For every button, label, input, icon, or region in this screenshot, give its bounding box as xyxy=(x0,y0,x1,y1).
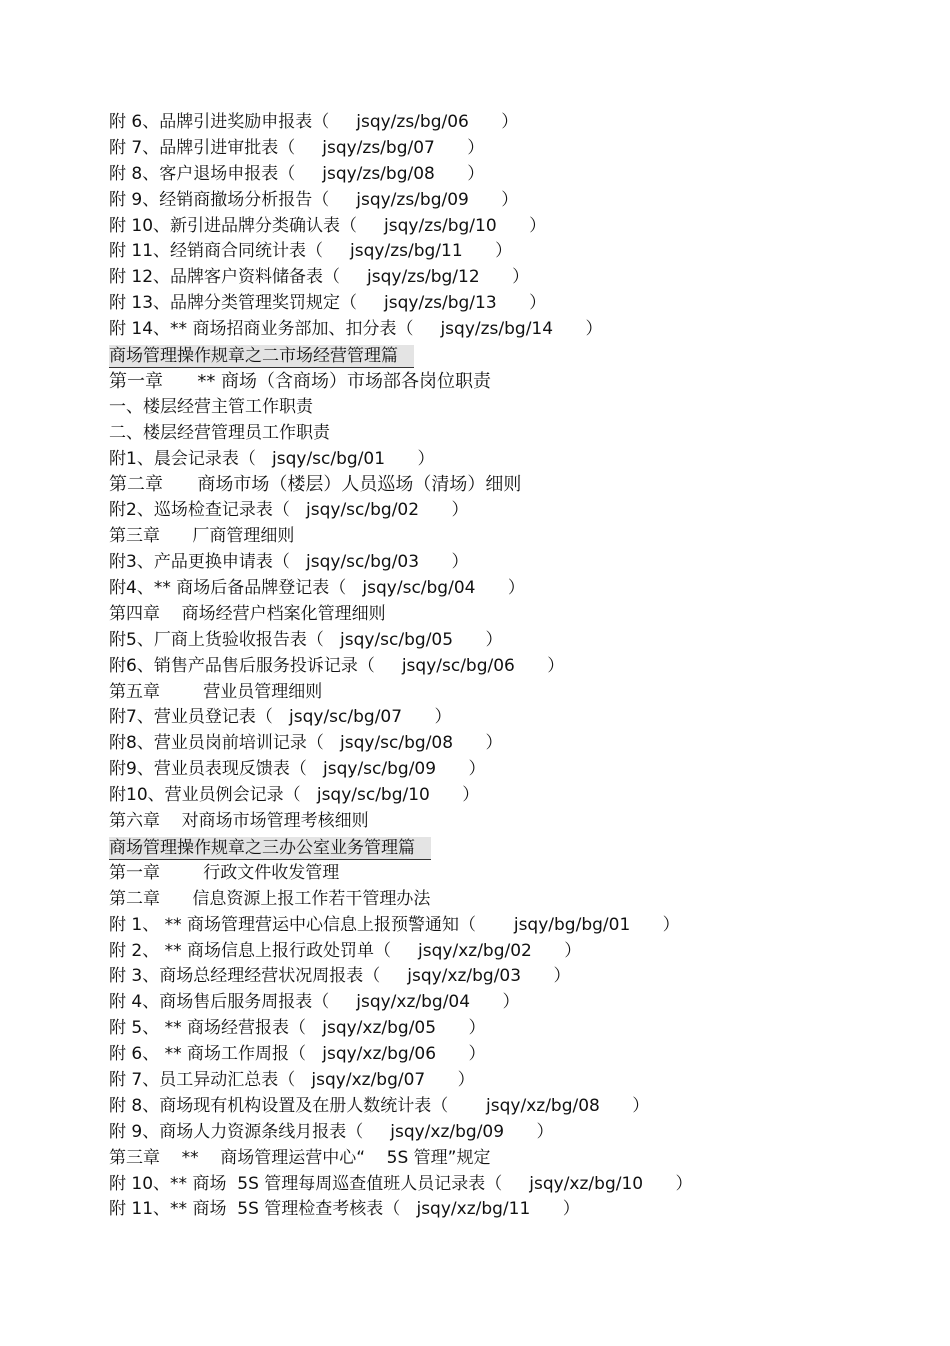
text-line: 附 12、品牌客户资料储备表（ jsqy/zs/bg/12 ） xyxy=(109,267,530,288)
section-heading: 商场管理操作规章之三办公室业务管理篇 xyxy=(109,837,431,860)
text-line: 附 2、 ** 商场信息上报行政处罚单（ jsqy/xz/bg/02 ） xyxy=(109,940,582,961)
text-line: 附 7、员工异动汇总表（ jsqy/xz/bg/07 ） xyxy=(109,1069,475,1090)
text-line: 附5、厂商上货验收报告表（ jsqy/sc/bg/05 ） xyxy=(109,629,503,650)
text-line: 附8、营业员岗前培训记录（ jsqy/sc/bg/08 ） xyxy=(109,733,503,754)
text-line: 附 11、经销商合同统计表（ jsqy/zs/bg/11 ） xyxy=(109,241,513,262)
chapter-heading: 第二章 商场市场（楼层）人员巡场（清场）细则 xyxy=(109,474,522,496)
text-line: 附 3、商场总经理经营状况周报表（ jsqy/xz/bg/03 ） xyxy=(109,966,571,987)
chapter-heading: 第一章 ** 商场（含商场）市场部各岗位职责 xyxy=(109,370,492,392)
text-line: 附 6、 ** 商场工作周报（ jsqy/xz/bg/06 ） xyxy=(109,1044,486,1065)
text-line: 第六章 对商场市场管理考核细则 xyxy=(109,811,369,832)
text-line: 一、楼层经营主管工作职责 xyxy=(109,396,313,417)
section-heading-row xyxy=(109,343,909,369)
text-line: 附10、营业员例会记录（ jsqy/sc/bg/10 ） xyxy=(109,785,480,806)
text-line: 附 10、** 商场 5S 管理每周巡查值班人员记录表（ jsqy/xz/bg/10 ） xyxy=(109,1173,693,1194)
text-line: 附 8、商场现有机构设置及在册人数统计表（ jsqy/xz/bg/08 ） xyxy=(109,1095,650,1116)
text-line: 附 6、品牌引进奖励申报表（ jsqy/zs/bg/06 ） xyxy=(109,112,519,132)
text-line: 附 9、经销商撤场分析报告（ jsqy/zs/bg/09 ） xyxy=(109,189,519,210)
text-line: 附 14、** 商场招商业务部加、扣分表（ jsqy/zs/bg/14 ） xyxy=(109,319,603,340)
text-line: 第二章 信息资源上报工作若干管理办法 xyxy=(109,888,431,909)
text-line: 附 4、商场售后服务周报表（ jsqy/xz/bg/04 ） xyxy=(109,992,520,1013)
document-body xyxy=(109,110,909,1223)
text-line: 第三章 ** 商场管理运营中心“ 5S 管理”规定 xyxy=(109,1147,491,1168)
text-line: 附 11、** 商场 5S 管理检查考核表（ jsqy/xz/bg/11 ） xyxy=(109,1199,580,1220)
section-heading-row xyxy=(109,835,909,861)
text-line: 附7、营业员登记表（ jsqy/sc/bg/07 ） xyxy=(109,707,452,728)
text-line: 附 13、品牌分类管理奖罚规定（ jsqy/zs/bg/13 ） xyxy=(109,293,547,314)
text-line: 第五章 营业员管理细则 xyxy=(109,681,323,702)
text-line: 附3、产品更换申请表（ jsqy/sc/bg/03 ） xyxy=(109,552,469,573)
section-heading: 商场管理操作规章之二市场经营管理篇 xyxy=(109,345,414,368)
text-line: 附4、** 商场后备品牌登记表（ jsqy/sc/bg/04 ） xyxy=(109,578,525,599)
text-line: 附6、销售产品售后服务投诉记录（ jsqy/sc/bg/06 ） xyxy=(109,655,565,676)
text-line: 附1、晨会记录表（ jsqy/sc/bg/01 ） xyxy=(109,448,435,469)
text-line: 附 5、 ** 商场经营报表（ jsqy/xz/bg/05 ） xyxy=(109,1018,486,1039)
text-line: 附 9、商场人力资源条线月报表（ jsqy/xz/bg/09 ） xyxy=(109,1121,554,1142)
text-line: 第三章 厂商管理细则 xyxy=(109,526,295,547)
text-line: 附 8、客户退场申报表（ jsqy/zs/bg/08 ） xyxy=(109,163,485,184)
text-line: 附 10、新引进品牌分类确认表（ jsqy/zs/bg/10 ） xyxy=(109,215,547,236)
text-line: 附 1、 ** 商场管理营运中心信息上报预警通知（ jsqy/bg/bg/01 ） xyxy=(109,914,680,935)
text-line: 二、楼层经营管理员工作职责 xyxy=(109,422,330,443)
text-line: 第一章 行政文件收发管理 xyxy=(109,862,340,883)
text-line: 附2、巡场检查记录表（ jsqy/sc/bg/02 ） xyxy=(109,500,469,521)
text-line: 附 7、品牌引进审批表（ jsqy/zs/bg/07 ） xyxy=(109,137,485,158)
text-line: 附9、营业员表现反馈表（ jsqy/sc/bg/09 ） xyxy=(109,759,486,780)
text-line: 第四章 商场经营户档案化管理细则 xyxy=(109,603,386,624)
